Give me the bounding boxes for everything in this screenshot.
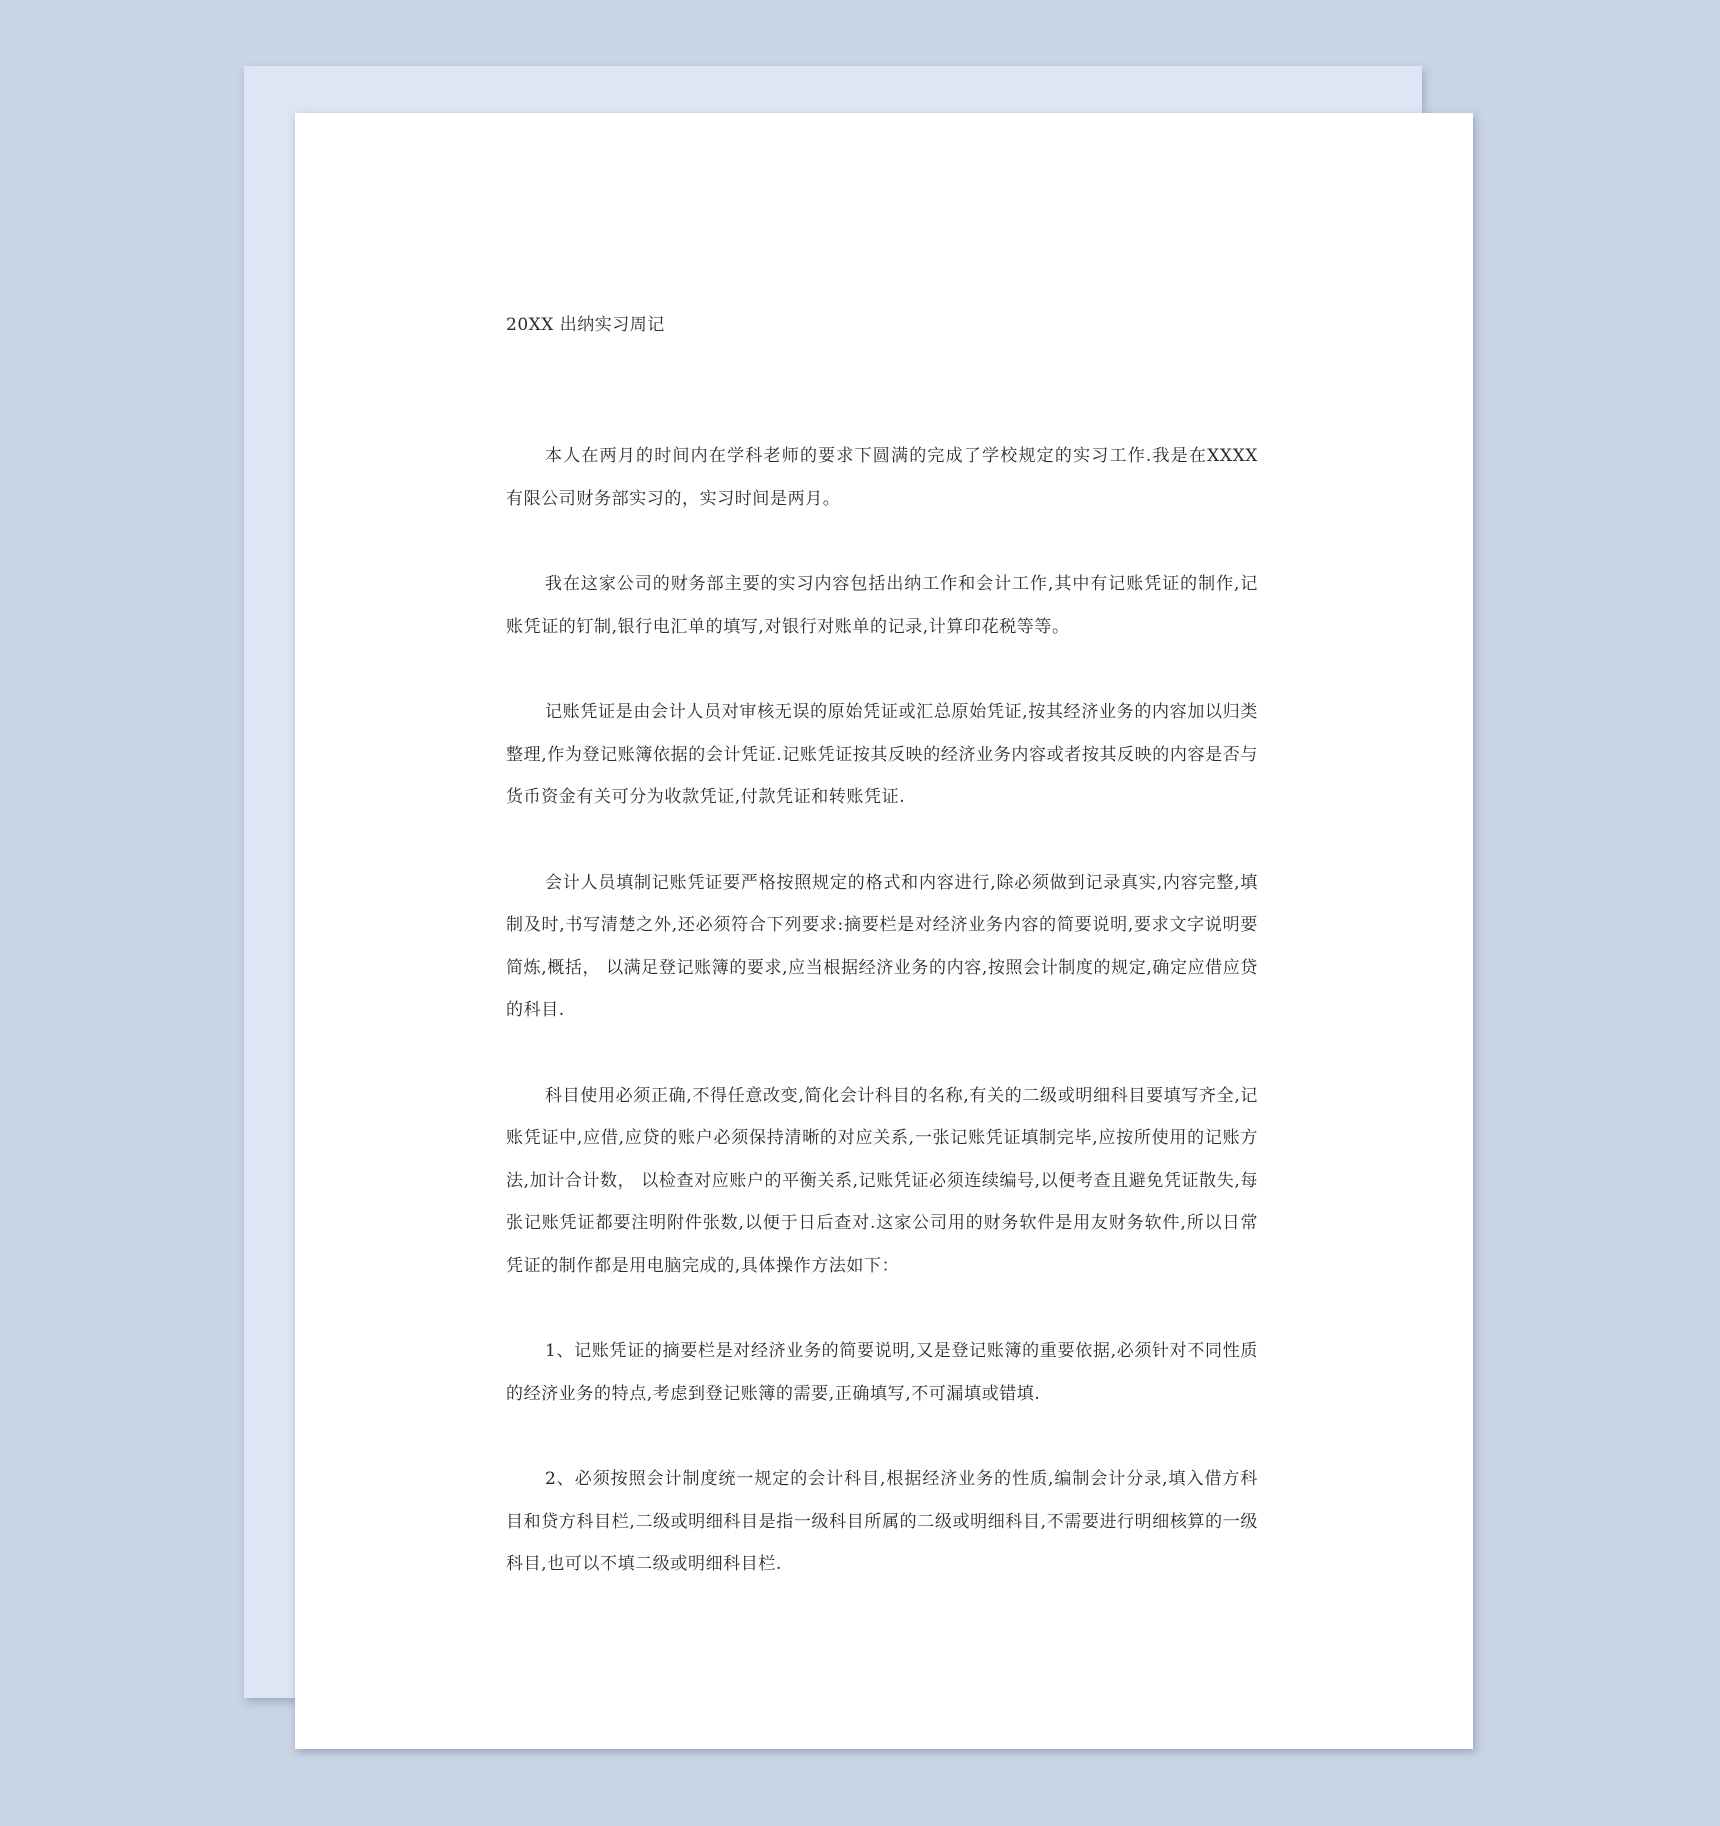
paragraph-6: 1、记账凭证的摘要栏是对经济业务的简要说明,又是登记账簿的重要依据,必须针对不同性质的经济业务的特点,考虑到登记账簿的需要,正确填写,不可漏填或错填. xyxy=(506,1341,1258,1404)
paragraph-2: 我在这家公司的财务部主要的实习内容包括出纳工作和会计工作,其中有记账凭证的制作,记账凭证的钉制,银行电汇单的填写,对银行对账单的记录,计算印花税等等。 xyxy=(506,574,1258,637)
paragraph-4: 会计人员填制记账凭证要严格按照规定的格式和内容进行,除必须做到记录真实,内容完整,填制及时,书写清楚之外,还必须符合下列要求:摘要栏是对经济业务内容的简要说明,要求文字说明要简炼,概括， 以满足登记账簿的要求,应当根据经济业务的内容,按照会计制度的规定,确定应借应贷的科目. xyxy=(506,872,1258,1020)
document-page xyxy=(295,113,1473,1749)
paragraph-1: 本人在两月的时间内在学科老师的要求下圆满的完成了学校规定的实习工作.我是在XXXX 有限公司财务部实习的，实习时间是两月。 xyxy=(506,446,1258,509)
paragraph-5: 科目使用必须正确,不得任意改变,简化会计科目的名称,有关的二级或明细科目要填写齐全,记账凭证中,应借,应贷的账户必须保持清晰的对应关系,一张记账凭证填制完毕,应按所使用的记账方法,加计合计数， 以检查对应账户的平衡关系,记账凭证必须连续编号,以便考查且避免凭证散失,每张记账凭证都要注明附件张数,以便于日后查对.这家公司用的财务软件是用友财务软件,所以日常凭证的制作都是用电脑完成的,具体操作方法如下： xyxy=(506,1085,1258,1276)
document-title: 20XX 出纳实习周记 xyxy=(506,315,665,335)
document-content xyxy=(506,308,1258,1629)
paragraph-7: 2、必须按照会计制度统一规定的会计科目,根据经济业务的性质,编制会计分录,填入借方科目和贷方科目栏,二级或明细科目是指一级科目所属的二级或明细科目,不需要进行明细核算的一级科目,也可以不填二级或明细科目栏. xyxy=(506,1469,1258,1574)
paragraph-3: 记账凭证是由会计人员对审核无误的原始凭证或汇总原始凭证,按其经济业务的内容加以归类整理,作为登记账簿依据的会计凭证.记账凭证按其反映的经济业务内容或者按其反映的内容是否与货币资金有关可分为收款凭证,付款凭证和转账凭证. xyxy=(506,702,1258,807)
